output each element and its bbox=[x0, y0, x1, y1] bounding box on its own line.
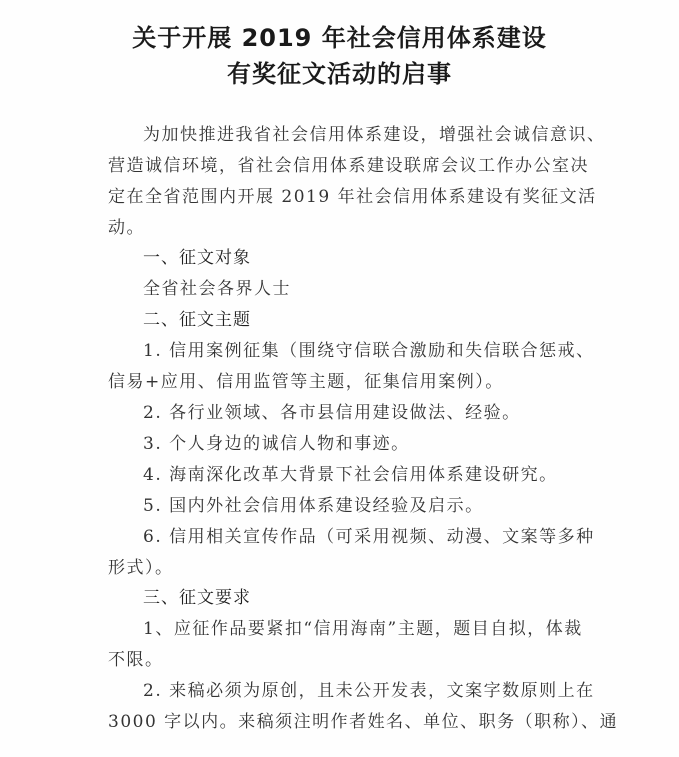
theme-item-4: 4. 海南深化改革大背景下社会信用体系建设研究。 bbox=[143, 465, 558, 485]
theme-item-6-line-1: 6. 信用相关宣传作品（可采用视频、动漫、文案等多种 bbox=[143, 527, 595, 547]
theme-item-6-line-2: 形式）。 bbox=[108, 558, 174, 578]
section-heading-requirements: 三、征文要求 bbox=[143, 588, 251, 608]
section-heading-participants: 一、征文对象 bbox=[143, 248, 251, 268]
requirement-2-line-1: 2. 来稿必须为原创，且未公开发表，文案字数原则上在 bbox=[143, 681, 595, 701]
document-title-line-1: 关于开展 2019 年社会信用体系建设 bbox=[132, 24, 547, 52]
theme-item-5: 5. 国内外社会信用体系建设经验及启示。 bbox=[143, 496, 484, 516]
theme-item-1-line-2: 信易+应用、信用监管等主题，征集信用案例）。 bbox=[108, 372, 504, 392]
theme-item-1-line-1: 1. 信用案例征集（围绕守信联合激励和失信联合惩戒、 bbox=[143, 341, 595, 361]
requirement-1-line-2: 不限。 bbox=[108, 650, 164, 670]
intro-paragraph-line-2: 营造诚信环境，省社会信用体系建设联席会议工作办公室决 bbox=[108, 156, 589, 176]
intro-paragraph-line-4: 动。 bbox=[108, 218, 145, 238]
document-title-line-2: 有奖征文活动的启事 bbox=[227, 60, 452, 88]
requirement-2-line-2: 3000 字以内。来稿须注明作者姓名、单位、职务（职称）、通 bbox=[108, 712, 619, 732]
intro-paragraph-line-1: 为加快推进我省社会信用体系建设，增强社会诚信意识、 bbox=[143, 125, 606, 145]
intro-paragraph-line-3: 定在全省范围内开展 2019 年社会信用体系建设有奖征文活 bbox=[108, 187, 597, 207]
theme-item-2: 2. 各行业领域、各市县信用建设做法、经验。 bbox=[143, 403, 521, 423]
participants-text: 全省社会各界人士 bbox=[143, 279, 291, 299]
section-heading-themes: 二、征文主题 bbox=[143, 310, 251, 330]
requirement-1-line-1: 1、应征作品要紧扣“信用海南”主题，题目自拟，体裁 bbox=[143, 619, 583, 639]
theme-item-3: 3. 个人身边的诚信人物和事迹。 bbox=[143, 434, 410, 454]
